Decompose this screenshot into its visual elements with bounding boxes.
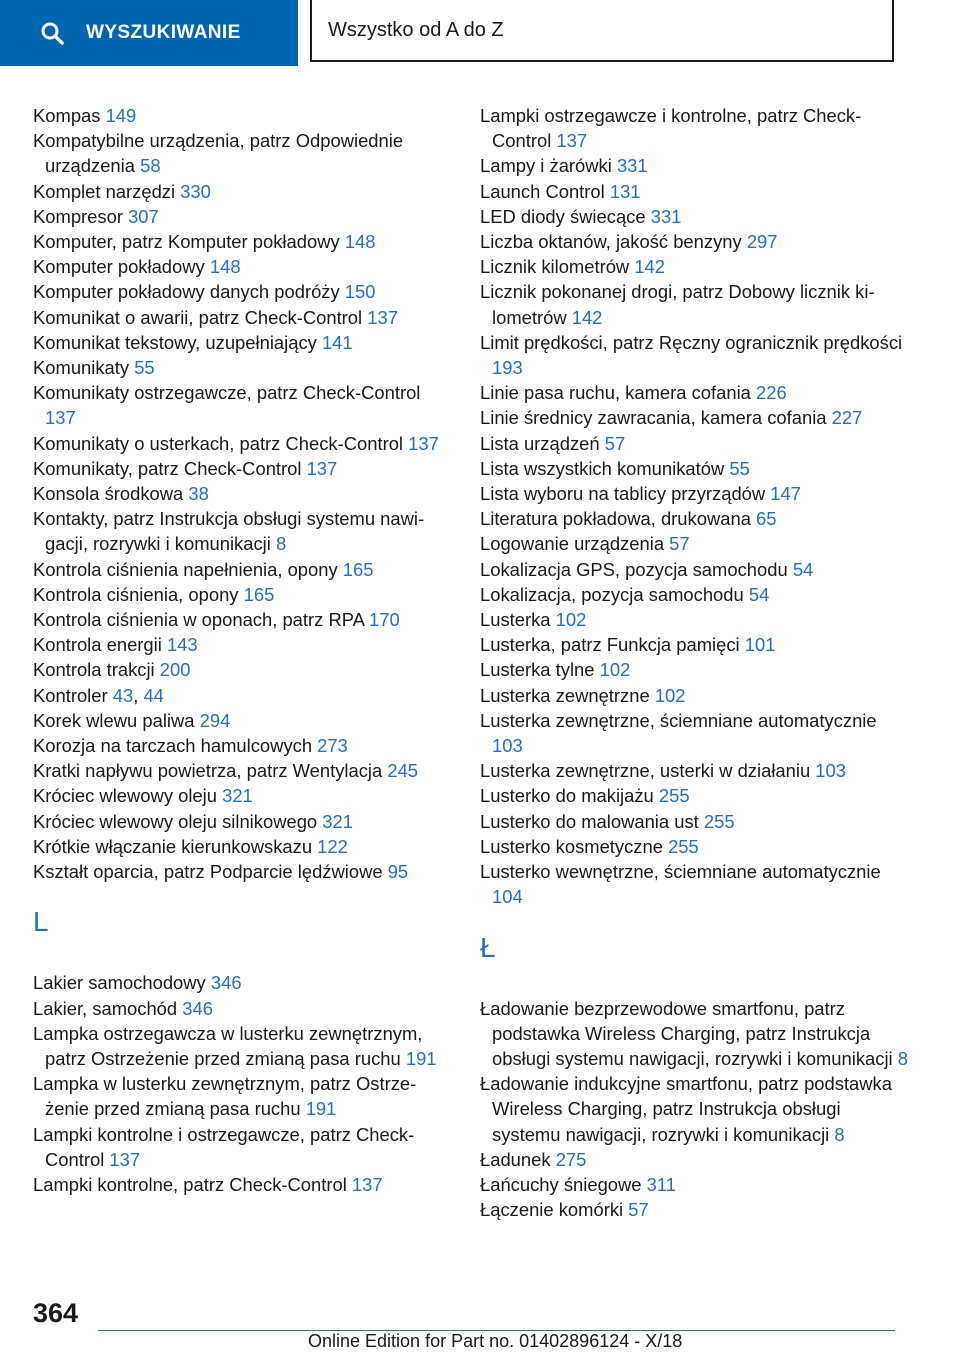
index-entry-text: Literatura pokładowa, drukowana bbox=[480, 508, 757, 530]
index-entry bbox=[480, 531, 910, 556]
index-entry-text: Kratki napływu powietrza, patrz Wentylacja bbox=[33, 760, 388, 782]
index-entry-text: Ładowanie indukcyjne smartfonu, patrz podstawka Wireless Charging, patrz Instrukcja obsługi systemu nawigacji, rozrywki i komunikacji bbox=[480, 1073, 892, 1145]
index-entry-text: Komplet narzędzi bbox=[33, 180, 181, 202]
page-link[interactable]: 141 bbox=[321, 331, 353, 353]
index-entry bbox=[33, 834, 453, 859]
index-entry bbox=[33, 632, 453, 657]
index-entry-text: Lakier samochodowy bbox=[33, 972, 211, 994]
page-link[interactable]: 170 bbox=[369, 609, 400, 631]
index-entry-text: Lusterka bbox=[480, 609, 556, 631]
index-entry bbox=[480, 1071, 910, 1147]
index-entry bbox=[480, 557, 910, 582]
page-link[interactable]: 143 bbox=[166, 634, 198, 656]
index-entry bbox=[480, 582, 910, 607]
index-entry-text: Łańcuchy śniegowe bbox=[480, 1173, 647, 1195]
index-entry bbox=[33, 305, 453, 330]
index-entry-text: Kontroler bbox=[33, 684, 113, 706]
page-link[interactable]: 193 bbox=[492, 357, 523, 379]
index-entry bbox=[33, 1071, 453, 1121]
page-link[interactable]: 38 bbox=[188, 483, 209, 505]
page-link[interactable]: 137 bbox=[306, 457, 338, 479]
index-entry-text: Lista wyboru na tablicy przyrządów bbox=[480, 483, 771, 505]
index-entry bbox=[480, 809, 910, 834]
index-entry bbox=[480, 758, 910, 783]
page-link[interactable]: 44 bbox=[143, 684, 164, 706]
index-entry-text: Komputer pokładowy bbox=[33, 256, 210, 278]
index-entry bbox=[33, 859, 453, 884]
index-entry-text: Komputer pokładowy danych podróży bbox=[33, 281, 345, 303]
index-entry bbox=[33, 380, 453, 430]
page-link[interactable]: 54 bbox=[748, 583, 770, 605]
index-entry bbox=[33, 279, 453, 304]
page-link[interactable]: 165 bbox=[243, 583, 275, 605]
search-icon bbox=[40, 21, 64, 45]
index-entry bbox=[480, 481, 910, 506]
index-entry bbox=[480, 1172, 910, 1197]
page-link[interactable]: 43 bbox=[112, 684, 134, 706]
index-entry-text: Lusterko do malowania ust bbox=[480, 810, 704, 832]
page-link[interactable]: 137 bbox=[45, 407, 76, 429]
page-link[interactable]: 57 bbox=[669, 533, 690, 555]
index-entry-text: Lokalizacja, pozycja samochodu bbox=[480, 583, 749, 605]
index-entry-text: Korozja na tarczach hamulcowych bbox=[33, 735, 318, 757]
index-entry bbox=[480, 683, 910, 708]
index-entry-text: Lusterko kosmetyczne bbox=[480, 835, 669, 857]
index-entry bbox=[33, 758, 453, 783]
index-entry bbox=[33, 179, 453, 204]
index-entry bbox=[480, 708, 910, 758]
index-entry-text: Komunikaty ostrzegawcze, patrz Check-Control bbox=[33, 382, 421, 404]
page-link[interactable]: 148 bbox=[344, 231, 376, 253]
index-entry bbox=[33, 733, 453, 758]
index-entry bbox=[33, 355, 453, 380]
page-link[interactable]: 226 bbox=[756, 382, 787, 404]
page-link[interactable]: 103 bbox=[492, 735, 523, 757]
page-link[interactable]: 8 bbox=[275, 533, 287, 555]
index-entry bbox=[480, 1197, 910, 1222]
index-entry bbox=[480, 380, 910, 405]
page-link[interactable]: 311 bbox=[646, 1173, 676, 1195]
index-entry-text: Ładunek bbox=[480, 1148, 556, 1170]
index-entry-text: Licznik pokonanej drogi, patrz Dobowy licznik kilometrów bbox=[480, 281, 875, 328]
footer-edition: Online Edition for Part no. 01402896124 - X/18 bbox=[308, 1331, 683, 1351]
page-link[interactable]: 245 bbox=[387, 760, 419, 782]
index-entry-text: Lista wszystkich komunikatów bbox=[480, 457, 730, 479]
index-entry bbox=[33, 683, 453, 708]
index-entry bbox=[33, 204, 453, 229]
page-link[interactable]: 58 bbox=[140, 155, 161, 177]
page-link[interactable]: 102 bbox=[555, 609, 587, 631]
index-column-right bbox=[480, 103, 910, 1222]
index-entry bbox=[480, 279, 910, 329]
page-link[interactable]: 148 bbox=[209, 256, 241, 278]
index-entry-text: Lampy i żarówki bbox=[480, 155, 617, 177]
page-link[interactable]: 131 bbox=[609, 180, 641, 202]
index-entry-text: Kontrola ciśnienia w oponach, patrz RPA bbox=[33, 609, 369, 631]
page-link[interactable]: 65 bbox=[756, 508, 777, 530]
index-entry-text: Lusterko do makijażu bbox=[480, 785, 659, 807]
index-entry bbox=[33, 1021, 453, 1071]
index-entry bbox=[480, 330, 910, 380]
index-entry bbox=[480, 103, 910, 153]
index-entry-text: Konsola środkowa bbox=[33, 483, 189, 505]
page-link[interactable]: 54 bbox=[792, 558, 814, 580]
index-entry-text: Króciec wlewowy oleju silnikowego bbox=[33, 810, 323, 832]
page-link[interactable]: 275 bbox=[555, 1148, 587, 1170]
index-entry bbox=[33, 229, 453, 254]
index-entry-text: Lakier, samochód bbox=[33, 997, 183, 1019]
index-entry bbox=[480, 254, 910, 279]
page-link[interactable]: 8 bbox=[897, 1047, 908, 1069]
index-entry-text: Króciec wlewowy oleju bbox=[33, 785, 223, 807]
index-entry bbox=[480, 1147, 910, 1172]
section-letter: L bbox=[33, 906, 49, 938]
header bbox=[0, 0, 960, 66]
index-entry-text: Krótkie włączanie kierunkowskazu bbox=[33, 835, 318, 857]
index-entry bbox=[33, 657, 453, 682]
index-entry bbox=[480, 607, 910, 632]
index-entry-text: Kontrola energii bbox=[33, 634, 167, 656]
index-entry bbox=[33, 128, 453, 178]
page-link[interactable]: 331 bbox=[616, 155, 648, 177]
page-link[interactable]: 255 bbox=[658, 785, 690, 807]
page-link[interactable]: 137 bbox=[367, 306, 398, 328]
index-entry-text: Komunikaty o usterkach, patrz Check-Control bbox=[33, 432, 409, 454]
index-entry-text: Kontrola ciśnienia, opony bbox=[33, 583, 244, 605]
page-link[interactable]: 321 bbox=[222, 785, 253, 807]
index-entry-text: LED diody świecące bbox=[480, 205, 651, 227]
index-entry-text: Komunikat tekstowy, uzupełniający bbox=[33, 331, 322, 353]
page-link[interactable]: 330 bbox=[180, 180, 211, 202]
page-link[interactable]: 191 bbox=[305, 1098, 337, 1120]
index-entry-text: Lusterka tylne bbox=[480, 659, 600, 681]
page-link[interactable]: 57 bbox=[628, 1199, 649, 1221]
index-entry bbox=[33, 431, 453, 456]
page-link[interactable]: 102 bbox=[654, 684, 686, 706]
page-link[interactable]: 95 bbox=[387, 861, 409, 883]
page-link[interactable]: 122 bbox=[317, 835, 348, 857]
page-link[interactable]: 142 bbox=[571, 306, 603, 328]
index-entry-text: Licznik kilometrów bbox=[480, 256, 635, 278]
index-entry-text: Kontrola trakcji bbox=[33, 659, 160, 681]
page-link[interactable]: 255 bbox=[703, 810, 735, 832]
page-link[interactable]: 55 bbox=[729, 457, 750, 479]
page-link[interactable]: 101 bbox=[744, 634, 776, 656]
index-entry-text: Lokalizacja GPS, pozycja samochodu bbox=[480, 558, 793, 580]
index-entry-text: Lusterko wewnętrzne, ściemniane automatycznie bbox=[480, 861, 881, 883]
index-entry bbox=[480, 204, 910, 229]
index-entry-text: Komunikaty, patrz Check-Control bbox=[33, 457, 307, 479]
index-entry bbox=[480, 405, 910, 430]
search-label: WYSZUKIWANIE bbox=[86, 22, 241, 43]
page-link[interactable]: 103 bbox=[815, 760, 846, 782]
index-entry-text: Lampka ostrzegawcza w lusterku zewnętrznym, patrz Ostrzeżenie przed zmianą pasa ruchu bbox=[33, 1022, 423, 1069]
section-title-tab[interactable] bbox=[310, 0, 894, 62]
page-link[interactable]: 142 bbox=[634, 256, 666, 278]
search-button[interactable] bbox=[0, 0, 298, 66]
page-separator: , bbox=[133, 684, 144, 706]
index-entry bbox=[33, 254, 453, 279]
index-entry-text: Kontrola ciśnienia napełnienia, opony bbox=[33, 558, 343, 580]
index-entry bbox=[33, 783, 453, 808]
index-entry-text: Logowanie urządzenia bbox=[480, 533, 670, 555]
page-link[interactable]: 147 bbox=[770, 483, 801, 505]
index-entry bbox=[480, 859, 910, 909]
page-link[interactable]: 165 bbox=[342, 558, 374, 580]
page-link[interactable]: 294 bbox=[199, 709, 231, 731]
index-entry bbox=[480, 229, 910, 254]
index-entry bbox=[33, 330, 453, 355]
page-link[interactable]: 346 bbox=[210, 972, 242, 994]
index-entry bbox=[33, 582, 453, 607]
index-entry bbox=[480, 431, 910, 456]
index-entry bbox=[33, 456, 453, 481]
page-link[interactable]: 191 bbox=[405, 1047, 437, 1069]
index-entry bbox=[33, 970, 453, 995]
page-link[interactable]: 104 bbox=[492, 886, 523, 908]
index-entry bbox=[33, 481, 453, 506]
index-entry-text: Komputer, patrz Komputer pokładowy bbox=[33, 231, 345, 253]
page-link[interactable]: 137 bbox=[408, 432, 439, 454]
index-entry-text: Kompas bbox=[33, 105, 106, 126]
index-entry bbox=[33, 557, 453, 582]
page-link[interactable]: 137 bbox=[351, 1173, 383, 1195]
section-title: Wszystko od A do Z bbox=[328, 18, 504, 41]
index-entry-text: Lampka w lusterku zewnętrznym, patrz Ostrzeżenie przed zmianą pasa ruchu bbox=[33, 1073, 417, 1120]
page-link[interactable]: 200 bbox=[159, 659, 191, 681]
index-entry-text: Kompresor bbox=[33, 205, 129, 227]
index-entry bbox=[33, 809, 453, 834]
index-entry-text: Lampki ostrzegawcze i kontrolne, patrz Check-Control bbox=[480, 105, 862, 152]
index-entry bbox=[480, 632, 910, 657]
index-entry-text: Kontakty, patrz Instrukcja obsługi systemu nawigacji, rozrywki i komunikacji bbox=[33, 508, 425, 555]
index-entry bbox=[480, 179, 910, 204]
page-link[interactable]: 321 bbox=[322, 810, 353, 832]
index-entry-text: Launch Control bbox=[480, 180, 610, 202]
index-entry-text: Ładowanie bezprzewodowe smartfonu, patrz podstawka Wireless Charging, patrz Instrukcja obsługi systemu nawigacji, rozrywki i komunikacji bbox=[480, 997, 898, 1069]
index-entry bbox=[33, 607, 453, 632]
index-entry bbox=[480, 783, 910, 808]
page-link[interactable]: 137 bbox=[556, 130, 588, 152]
page-link[interactable]: 331 bbox=[650, 205, 682, 227]
index-entry-text: Lusterka zewnętrzne bbox=[480, 684, 655, 706]
page-link[interactable]: 227 bbox=[831, 407, 863, 429]
page-link[interactable]: 57 bbox=[604, 432, 626, 454]
index-entry bbox=[33, 708, 453, 733]
index-entry bbox=[33, 103, 453, 128]
index-entry-text: Lampki kontrolne i ostrzegawcze, patrz Check-Control bbox=[33, 1123, 415, 1170]
index-entry-text: Lampki kontrolne, patrz Check-Control bbox=[33, 1173, 352, 1195]
index-entry bbox=[33, 1172, 453, 1197]
index-entry-text: Lusterka zewnętrzne, ściemniane automatycznie bbox=[480, 709, 877, 731]
page-link[interactable]: 149 bbox=[105, 105, 137, 126]
index-entry-text: Linie średnicy zawracania, kamera cofania bbox=[480, 407, 832, 429]
page-link[interactable]: 346 bbox=[182, 997, 213, 1019]
page-link[interactable]: 273 bbox=[317, 735, 348, 757]
index-entry bbox=[480, 657, 910, 682]
index-entry bbox=[33, 996, 453, 1021]
index-entry bbox=[480, 456, 910, 481]
index-entry bbox=[33, 1122, 453, 1172]
page-link[interactable]: 8 bbox=[834, 1123, 845, 1145]
index-entry-text: Kształt oparcia, patrz Podparcie lędźwiowe bbox=[33, 861, 388, 883]
index-entry-text: Komunikaty bbox=[33, 357, 135, 379]
page-link[interactable]: 307 bbox=[128, 205, 159, 227]
index-entry-text: Lusterka zewnętrzne, usterki w działaniu bbox=[480, 760, 816, 782]
index-entry-text: Lusterka, patrz Funkcja pamięci bbox=[480, 634, 745, 656]
index-entry bbox=[480, 834, 910, 859]
page-link[interactable]: 255 bbox=[668, 835, 699, 857]
index-entry-text: Liczba oktanów, jakość benzyny bbox=[480, 231, 747, 253]
index-entry-text: Linie pasa ruchu, kamera cofania bbox=[480, 382, 757, 404]
index-entry bbox=[480, 996, 910, 1072]
page-link[interactable]: 150 bbox=[344, 281, 376, 303]
index-entry-text: Łączenie komórki bbox=[480, 1199, 629, 1221]
section-letter: Ł bbox=[480, 931, 496, 963]
index-entry-text: Komunikat o awarii, patrz Check-Control bbox=[33, 306, 368, 328]
index-entry bbox=[480, 506, 910, 531]
page-link[interactable]: 55 bbox=[134, 357, 155, 379]
index-entry-text: Kompatybilne urządzenia, patrz Odpowiednie urządzenia bbox=[33, 130, 404, 177]
index-entry bbox=[33, 506, 453, 556]
index-entry bbox=[480, 153, 910, 178]
page-link[interactable]: 137 bbox=[109, 1148, 141, 1170]
page-link[interactable]: 102 bbox=[599, 659, 631, 681]
page-link[interactable]: 297 bbox=[746, 231, 778, 253]
index-entry-text: Lista urządzeń bbox=[480, 432, 605, 454]
index-entry-text: Limit prędkości, patrz Ręczny ogranicznik prędkości bbox=[480, 331, 903, 353]
page-number: 364 bbox=[33, 1298, 79, 1328]
index-column-left bbox=[33, 103, 453, 1197]
index-entry-text: Korek wlewu paliwa bbox=[33, 709, 200, 731]
